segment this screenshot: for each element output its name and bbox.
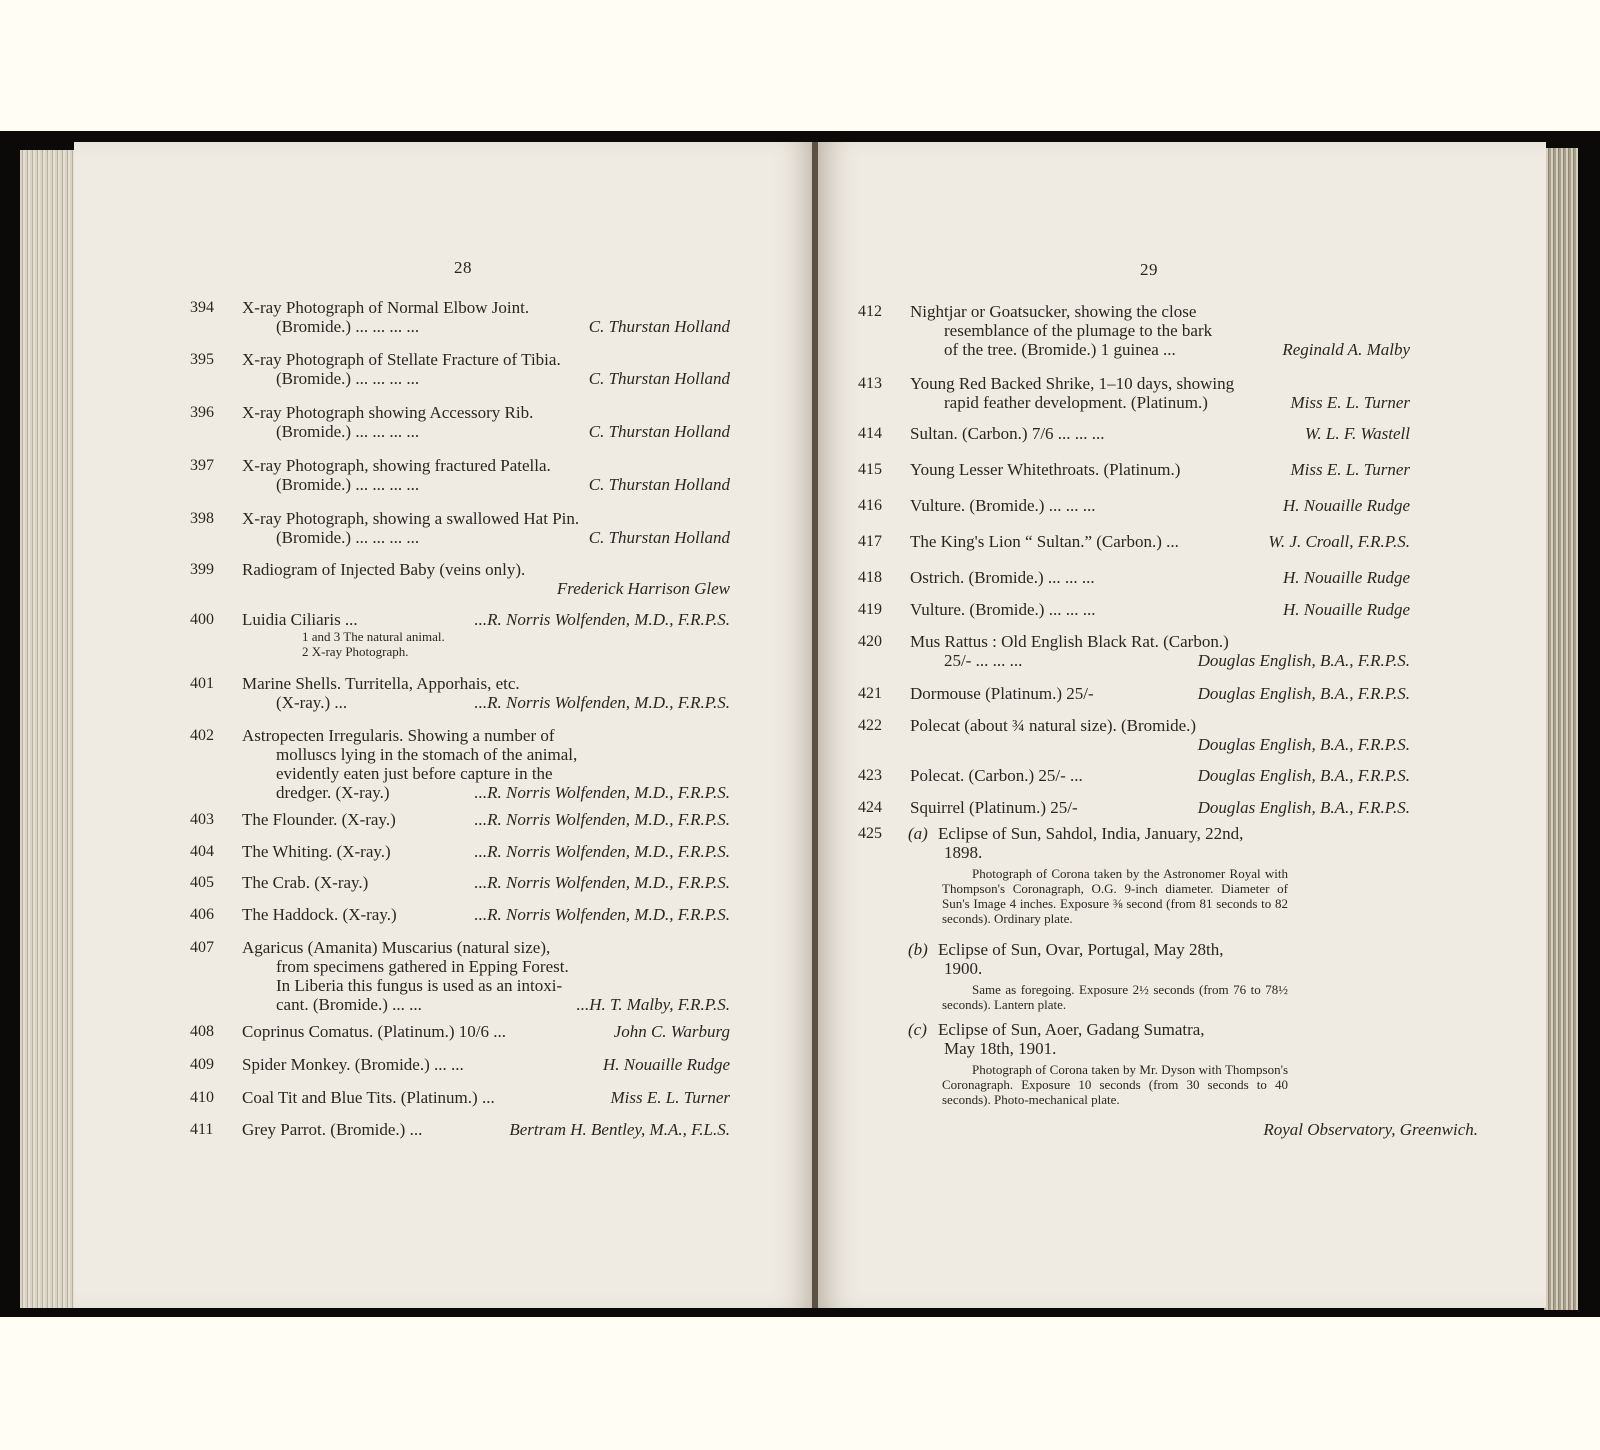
entry-continuation: dredger. (X-ray.) xyxy=(276,783,390,802)
entry-title: Spider Monkey. (Bromide.) ... ... xyxy=(242,1055,464,1074)
entry-number: 398 xyxy=(190,510,214,527)
entry-title: Sultan. (Carbon.) 7/6 ... ... ... xyxy=(910,424,1105,443)
entry-continuation: cant. (Bromide.) ... ... xyxy=(276,995,422,1014)
entry-title: X-ray Photograph, showing a swallowed Hat Pin. xyxy=(242,509,580,528)
entry-description xyxy=(910,424,1105,443)
entry-description xyxy=(910,460,1180,479)
entry-number: 406 xyxy=(190,906,214,923)
entry-description xyxy=(910,532,1179,551)
part-title: Eclipse of Sun, Aoer, Gadang Sumatra, xyxy=(938,1020,1205,1039)
entry-title: Ostrich. (Bromide.) ... ... ... xyxy=(910,568,1095,587)
entry-description xyxy=(910,600,1095,619)
entry-medium: (X-ray.) ... xyxy=(276,693,348,712)
part-label: (b) xyxy=(908,940,928,959)
entry-title: The Haddock. (X-ray.) xyxy=(242,905,397,924)
entry-number: 420 xyxy=(858,633,882,650)
part-title-continued: 1898. xyxy=(944,843,983,862)
part-title: Eclipse of Sun, Sahdol, India, January, 22nd, xyxy=(938,824,1244,843)
entry-title: Grey Parrot. (Bromide.) ... xyxy=(242,1120,423,1139)
entry-credit: W. L. F. Wastell xyxy=(1304,424,1410,443)
entry-credit: Douglas English, B.A., F.R.P.S. xyxy=(1197,766,1410,785)
entry-title: The Whiting. (X-ray.) xyxy=(242,842,391,861)
part-title-continued: 1900. xyxy=(944,959,983,978)
entry-credit: Miss E. L. Turner xyxy=(1290,460,1410,479)
entry-title: X-ray Photograph of Stellate Fracture of Tibia. xyxy=(242,350,561,369)
entry-credit: C. Thurstan Holland xyxy=(588,317,730,336)
entry-title: Coal Tit and Blue Tits. (Platinum.) ... xyxy=(242,1088,495,1107)
entry-title: Young Lesser Whitethroats. (Platinum.) xyxy=(910,460,1181,479)
entry-credit: Reginald A. Malby xyxy=(1282,340,1410,359)
entry-description xyxy=(242,1055,464,1074)
entry-description xyxy=(242,509,579,547)
part-note: Photograph of Corona taken by the Astronomer Royal with Thompson's Coronagraph, O.G. 9-inch diameter. Diameter of Sun's Image 4 inches. Exposure ⅜ second (from 81 seconds to 82 seconds). Ordinary plate. xyxy=(942,866,1288,926)
entry-credit: Douglas English, B.A., F.R.P.S. xyxy=(1197,735,1410,754)
entry-number: 418 xyxy=(858,569,882,586)
entry-credit: Royal Observatory, Greenwich. xyxy=(1263,1120,1478,1139)
entry-number: 423 xyxy=(858,767,882,784)
entry-title: The Flounder. (X-ray.) xyxy=(242,810,396,829)
entry-credit: Frederick Harrison Glew xyxy=(556,579,730,598)
entry-credit: Douglas English, B.A., F.R.P.S. xyxy=(1197,651,1410,670)
entry-credit: John C. Warburg xyxy=(613,1022,730,1041)
entry-title: Agaricus (Amanita) Muscarius (natural size), xyxy=(242,938,551,957)
entry-description xyxy=(242,1088,495,1107)
entry-credit: ...R. Norris Wolfenden, M.D., F.R.P.S. xyxy=(474,693,730,712)
entry-continuation: of the tree. (Bromide.) 1 guinea ... xyxy=(944,340,1176,359)
entry-number: 422 xyxy=(858,717,882,734)
entry-continuation: molluscs lying in the stomach of the animal, xyxy=(276,745,578,764)
page-edges-right xyxy=(1544,148,1578,1310)
entry-title: Coprinus Comatus. (Platinum.) 10/6 ... xyxy=(242,1022,506,1041)
entry-medium: (Bromide.) ... ... ... ... xyxy=(276,528,420,547)
entry-title: Young Red Backed Shrike, 1–10 days, showing xyxy=(910,374,1235,393)
entry-description xyxy=(242,1120,422,1139)
entry-credit: ...R. Norris Wolfenden, M.D., F.R.P.S. xyxy=(474,842,730,861)
entry-description xyxy=(242,810,396,829)
entry-number: 413 xyxy=(858,375,882,392)
entry-title: Radiogram of Injected Baby (veins only). xyxy=(242,560,526,579)
entry-title: Dormouse (Platinum.) 25/- xyxy=(910,684,1094,703)
entry-title: Astropecten Irregularis. Showing a number of xyxy=(242,726,555,745)
part-note: Photograph of Corona taken by Mr. Dyson with Thompson's Coronagraph. Exposure 10 seconds (from 30 seconds to 40 seconds). Photo-mechanical plate. xyxy=(942,1062,1288,1107)
entry-credit: C. Thurstan Holland xyxy=(588,475,730,494)
entry-description xyxy=(910,716,1196,735)
entry-continuation: from specimens gathered in Epping Forest. xyxy=(276,957,569,976)
page-edges-left xyxy=(20,150,76,1308)
entry-number: 408 xyxy=(190,1023,214,1040)
entry-credit: H. Nouaille Rudge xyxy=(1282,600,1410,619)
entry-title: The King's Lion “ Sultan.” (Carbon.) ... xyxy=(910,532,1179,551)
entry-credit: ...R. Norris Wolfenden, M.D., F.R.P.S. xyxy=(474,610,730,629)
entry-description xyxy=(910,496,1095,515)
entry-title: Mus Rattus : Old English Black Rat. (Carbon.) xyxy=(910,632,1229,651)
part-label: (a) xyxy=(908,824,928,843)
entry-number: 404 xyxy=(190,843,214,860)
entry-continuation: 25/- ... ... ... xyxy=(944,651,1023,670)
entry-credit: W. J. Croall, F.R.P.S. xyxy=(1268,532,1410,551)
entry-credit: Miss E. L. Turner xyxy=(1290,393,1410,412)
entry-number: 412 xyxy=(858,303,882,320)
entry-number: 416 xyxy=(858,497,882,514)
page-number-left: 28 xyxy=(454,258,472,277)
entry-description xyxy=(242,938,569,1014)
right-page xyxy=(818,142,1546,1308)
entry-description xyxy=(910,568,1095,587)
entry-continuation: resemblance of the plumage to the bark xyxy=(944,321,1213,340)
entry-number: 425 xyxy=(858,825,882,842)
part-title: Eclipse of Sun, Ovar, Portugal, May 28th, xyxy=(938,940,1224,959)
entry-medium: (Bromide.) ... ... ... ... xyxy=(276,475,420,494)
entry-number: 396 xyxy=(190,404,214,421)
entry-medium: (Bromide.) ... ... ... ... xyxy=(276,317,420,336)
entry-number: 411 xyxy=(190,1121,214,1138)
entry-number: 395 xyxy=(190,351,214,368)
entry-description xyxy=(910,766,1083,785)
entry-credit: Bertram H. Bentley, M.A., F.L.S. xyxy=(509,1120,730,1139)
entry-description xyxy=(910,374,1234,412)
entry-description xyxy=(242,403,533,441)
entry-credit: ...H. T. Malby, F.R.P.S. xyxy=(576,995,730,1014)
entry-credit: Miss E. L. Turner xyxy=(610,1088,730,1107)
entry-credit: H. Nouaille Rudge xyxy=(602,1055,730,1074)
entry-number: 397 xyxy=(190,457,214,474)
entry-title: Vulture. (Bromide.) ... ... ... xyxy=(910,600,1096,619)
part-title-continued: May 18th, 1901. xyxy=(944,1039,1057,1058)
entry-number: 419 xyxy=(858,601,882,618)
entry-number: 417 xyxy=(858,533,882,550)
entry-number: 415 xyxy=(858,461,882,478)
entry-credit: C. Thurstan Holland xyxy=(588,369,730,388)
entry-credit: ...R. Norris Wolfenden, M.D., F.R.P.S. xyxy=(474,783,730,802)
entry-credit: C. Thurstan Holland xyxy=(588,422,730,441)
left-page xyxy=(74,142,814,1308)
entry-description xyxy=(910,684,1094,703)
entry-description xyxy=(242,298,529,336)
entry-number: 424 xyxy=(858,799,882,816)
entry-description xyxy=(242,456,551,494)
entry-title: X-ray Photograph, showing fractured Patella. xyxy=(242,456,551,475)
entry-credit: Douglas English, B.A., F.R.P.S. xyxy=(1197,684,1410,703)
entry-title: Marine Shells. Turritella, Apporhais, etc. xyxy=(242,674,520,693)
entry-description xyxy=(242,873,368,892)
entry-title: Nightjar or Goatsucker, showing the close xyxy=(910,302,1197,321)
entry-description xyxy=(242,905,397,924)
entry-description xyxy=(910,798,1078,817)
entry-description xyxy=(242,610,445,659)
entry-title: X-ray Photograph showing Accessory Rib. xyxy=(242,403,534,422)
entry-note: 1 and 3 The natural animal. xyxy=(302,629,445,644)
entry-continuation: evidently eaten just before capture in the xyxy=(276,764,553,783)
entry-number: 400 xyxy=(190,611,214,628)
entry-medium: (Bromide.) ... ... ... ... xyxy=(276,369,420,388)
page-number-right: 29 xyxy=(1140,260,1158,279)
part-note: Same as foregoing. Exposure 2½ seconds (from 76 to 78½ seconds). Lantern plate. xyxy=(942,982,1288,1012)
entry-description xyxy=(242,350,561,388)
entry-title: Luidia Ciliaris ... xyxy=(242,610,358,629)
entry-number: 401 xyxy=(190,675,214,692)
entry-credit: H. Nouaille Rudge xyxy=(1282,568,1410,587)
entry-title: Vulture. (Bromide.) ... ... ... xyxy=(910,496,1096,515)
entry-title: Polecat. (Carbon.) 25/- ... xyxy=(910,766,1083,785)
entry-number: 405 xyxy=(190,874,214,891)
entry-continuation: In Liberia this fungus is used as an intoxi- xyxy=(276,976,563,995)
entry-number: 394 xyxy=(190,299,214,316)
part-label: (c) xyxy=(908,1020,927,1039)
entry-credit: Douglas English, B.A., F.R.P.S. xyxy=(1197,798,1410,817)
entry-continuation: rapid feather development. (Platinum.) xyxy=(944,393,1208,412)
entry-number: 402 xyxy=(190,727,214,744)
entry-number: 421 xyxy=(858,685,882,702)
entry-number: 414 xyxy=(858,425,882,442)
entry-title: Squirrel (Platinum.) 25/- xyxy=(910,798,1078,817)
entry-description xyxy=(910,302,1212,359)
entry-credit: ...R. Norris Wolfenden, M.D., F.R.P.S. xyxy=(474,905,730,924)
entry-description xyxy=(242,560,525,579)
entry-medium: (Bromide.) ... ... ... ... xyxy=(276,422,420,441)
entry-number: 403 xyxy=(190,811,214,828)
entry-number: 407 xyxy=(190,939,214,956)
entry-title: The Crab. (X-ray.) xyxy=(242,873,369,892)
entry-description xyxy=(242,1022,506,1041)
entry-description xyxy=(910,632,1229,670)
entry-credit: ...R. Norris Wolfenden, M.D., F.R.P.S. xyxy=(474,810,730,829)
entry-number: 410 xyxy=(190,1089,214,1106)
entry-number: 409 xyxy=(190,1056,214,1073)
entry-credit: C. Thurstan Holland xyxy=(588,528,730,547)
entry-number: 399 xyxy=(190,561,214,578)
entry-credit: ...R. Norris Wolfenden, M.D., F.R.P.S. xyxy=(474,873,730,892)
entry-description xyxy=(242,842,391,861)
entry-note: 2 X-ray Photograph. xyxy=(302,644,409,659)
entry-credit: H. Nouaille Rudge xyxy=(1282,496,1410,515)
entry-title: Polecat (about ¾ natural size). (Bromide.) xyxy=(910,716,1197,735)
entry-title: X-ray Photograph of Normal Elbow Joint. xyxy=(242,298,530,317)
